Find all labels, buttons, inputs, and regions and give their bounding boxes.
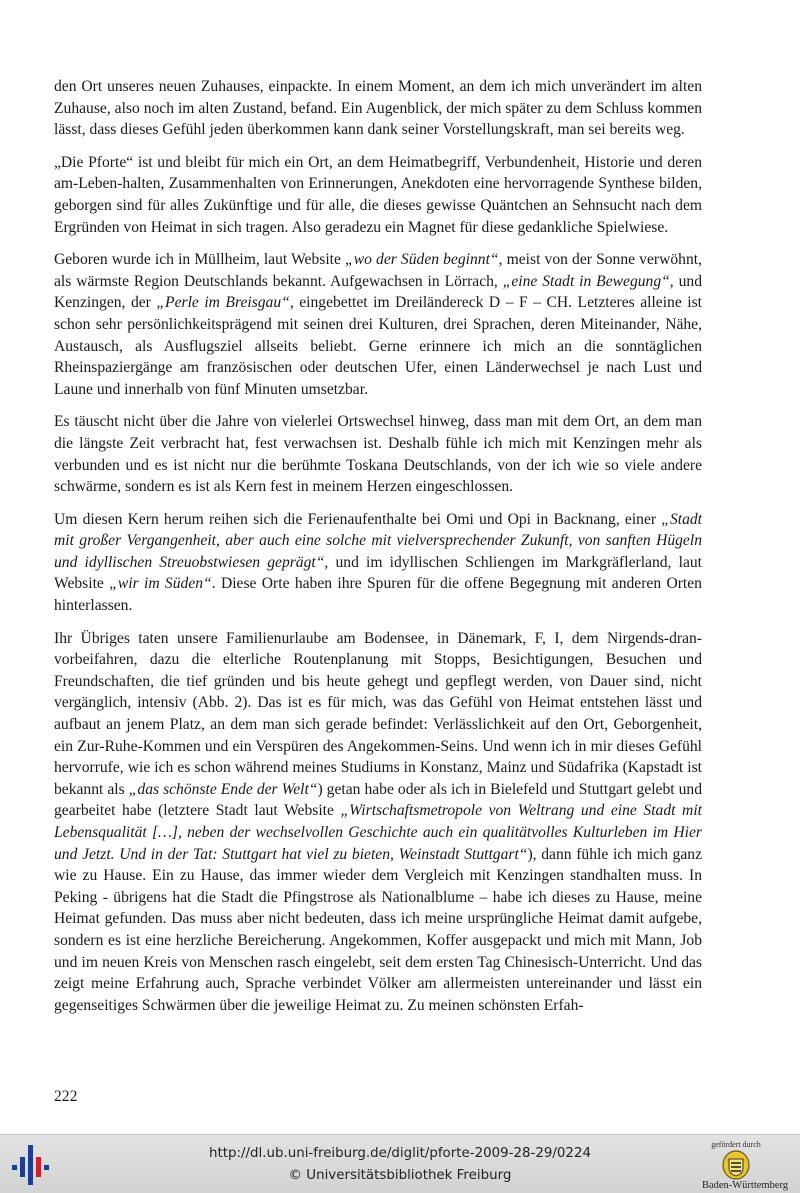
paragraph <box>54 76 702 141</box>
italic-quote: „eine Stadt in Bewegung“, <box>502 272 674 290</box>
italic-quote: „wir im Süden“ <box>109 575 212 593</box>
paragraph <box>54 509 702 617</box>
text-run: ), dann fühle ich mich ganz wie zu Hause. Ein zu Hause, das immer wieder dem Vergleich mit Kenzingen standhalten muss. In Peking - übrigens hat die Stadt die Pfingstrose als Nationalblume – habe ich dieses zu Hause, meine Heimat gefunden. Das muss aber nicht bedeuten, dass ich meine ursprüngliche Heimat damit aufgebe, sondern es ist eine herzliche Bereicherung. Angekommen, Koffer ausgepackt und mich mit Mann, Job und im neuen Kreis von Menschen rasch eingelebt, seit dem ersten Tag Chinesisch-Unterricht. Und das zeigt meine Erfahrung auch, Sprache verbindet Völker am allermeisten untereinander und lässt ein gegenseitiges Schwärmen über die jeweilige Heimat zu. Zu meinen schönsten Erfah- <box>54 845 702 1014</box>
page-number: 222 <box>54 1088 78 1105</box>
paragraph <box>54 152 702 238</box>
footer-bar <box>0 1134 800 1193</box>
text-run: und Kenzingen, der <box>54 272 702 312</box>
paragraph <box>54 411 702 497</box>
italic-quote: „wo der Süden beginnt“ <box>345 251 499 269</box>
text-run: ) getan habe oder als ich in Bielefeld und Stuttgart gelebt und gearbeitet habe (letztere Stadt laut Website <box>54 780 702 820</box>
sponsor-caption: gefördert durch <box>711 1140 761 1149</box>
text-run: Um diesen Kern herum reihen sich die Ferienaufenthalte bei Omi und Opi in Backnang, einer <box>54 510 662 528</box>
text-run: , eingebettet im Dreiländereck D – F – CH. Letzteres alleine ist schon sehr persönlichkeitsprägend mit seinen drei Kulturen, drei Sprachen, deren Miteinander, Nähe, Austausch, als Ausflugsziel allseits beliebt. Gerne erinnere ich mich an die sonntäglichen Rheinspaziergänge am französischen oder deutschen Ufer, einen Länderwechsel je nach Lust und Laune und innerhalb von fünf Minuten umsetzbar. <box>54 294 702 398</box>
paragraph <box>54 628 702 1017</box>
text-run: den Ort unseres neuen Zuhauses, einpackte. In einem Moment, an dem ich mich unverändert im alten Zuhause, also noch im alten Zustand, befand. Ein Augenblick, der mich später zu dem Schluss kommen lässt, dass dieses Gefühl jeden überkommen kann dank seiner Vorstellungskraft, man sei bereits weg. <box>54 78 702 139</box>
text-run: und im idyllischen Schliengen im Markgräflerland, laut Website <box>54 553 702 593</box>
italic-quote: „Stadt mit großer Vergangenheit, aber auch eine solche mit vielversprechender Zukunft, von sanften Hügeln und idyllischen Streuobstwiesen geprägt“, <box>54 510 702 571</box>
text-run: Geboren wurde ich in Müllheim, laut Website <box>54 251 346 269</box>
text-run: Ihr Übriges taten unsere Familienurlaube am Bodensee, in Dänemark, F, I, dem Nirgends-dranvorbeifahren, dazu die elterliche Routenplanung mit Stopps, Besichtigungen, Besuchen und Freundschaften, die tief gründen und bis heute gehegt und gepflegt werden, von Dauer sind, nicht vergänglich, intensiv (Abb. 2). Das ist es für mich, was das Gefühl von Heimat entstehen lässt und aufbaut an jenem Platz, an dem man sich gerade befindet: Verlässlichkeit auf den Ort, Geborgenheit, ein Zur-Ruhe-Kommen und ein Verspüren des Angekommen-Seins. Und wenn ich in mir dieses Gefühl hervorrufe, wie ich es schon während meines Studiums in Konstanz, Mainz und Südafrika (Kapstadt ist bekannt als <box>54 629 702 798</box>
text-body <box>54 76 702 1027</box>
text-run: , meist von der Sonne verwöhnt, als wärmste Region Deutschlands bekannt. Aufgewachsen in Lörrach, <box>54 251 702 290</box>
italic-quote: „das schönste Ende der Welt“ <box>128 780 318 798</box>
text-run: Es täuscht nicht über die Jahre von vielerlei Ortswechsel hinweg, dass man mit dem Ort, an dem man die längste Zeit verbracht hat, fest verwachsen ist. Deshalb fühle ich mich mit Kenzingen mehr als verbunden und es ist nicht nur die berühmte Toskana Deutschlands, von der ich wie so viele andere schwärme, sondern es ist als Kern fest in meinem Herzen eingeschlossen. <box>54 413 702 496</box>
sponsor-name: Baden-Württemberg <box>701 1180 789 1191</box>
footer-url[interactable]: http://dl.ub.uni-freiburg.de/diglit/pforte-2009-28-29/0224 <box>209 1146 591 1161</box>
italic-quote: „Wirtschaftsmetropole von Weltrang und eine Stadt mit Lebensqualität […], neben der wechselvollen Geschichte auch ein qualitätvolles Kulturleben im Hier und Jetzt. Und in der Tat: Stuttgart hat viel zu bieten, Weinstadt Stuttgart“ <box>54 802 702 863</box>
italic-quote: „Perle im Breisgau“ <box>156 294 290 312</box>
paragraph <box>54 249 702 400</box>
coat-of-arms-icon <box>721 1149 751 1181</box>
text-run: „Die Pforte“ ist und bleibt für mich ein Ort, an dem Heimatbegriff, Verbundenheit, Historie und deren am-Leben-halten, Zusammenhalten von Erinnerungen, Anekdoten eine hervorragende Synthese bilden, geborgen sind für alles Zukünftige und für alle, die dieses gewisse Quäntchen an Sehnsucht nach dem Ergründen von Heimat in sich tragen. Also geradezu ein Magnet für diese gedankliche Spielwiese. <box>54 153 702 236</box>
footer-copyright: © Universitätsbibliothek Freiburg <box>288 1168 512 1183</box>
text-run: . Diese Orte haben ihre Spuren für die offene Begegnung mit anderen Orten hinterlassen. <box>54 575 702 615</box>
